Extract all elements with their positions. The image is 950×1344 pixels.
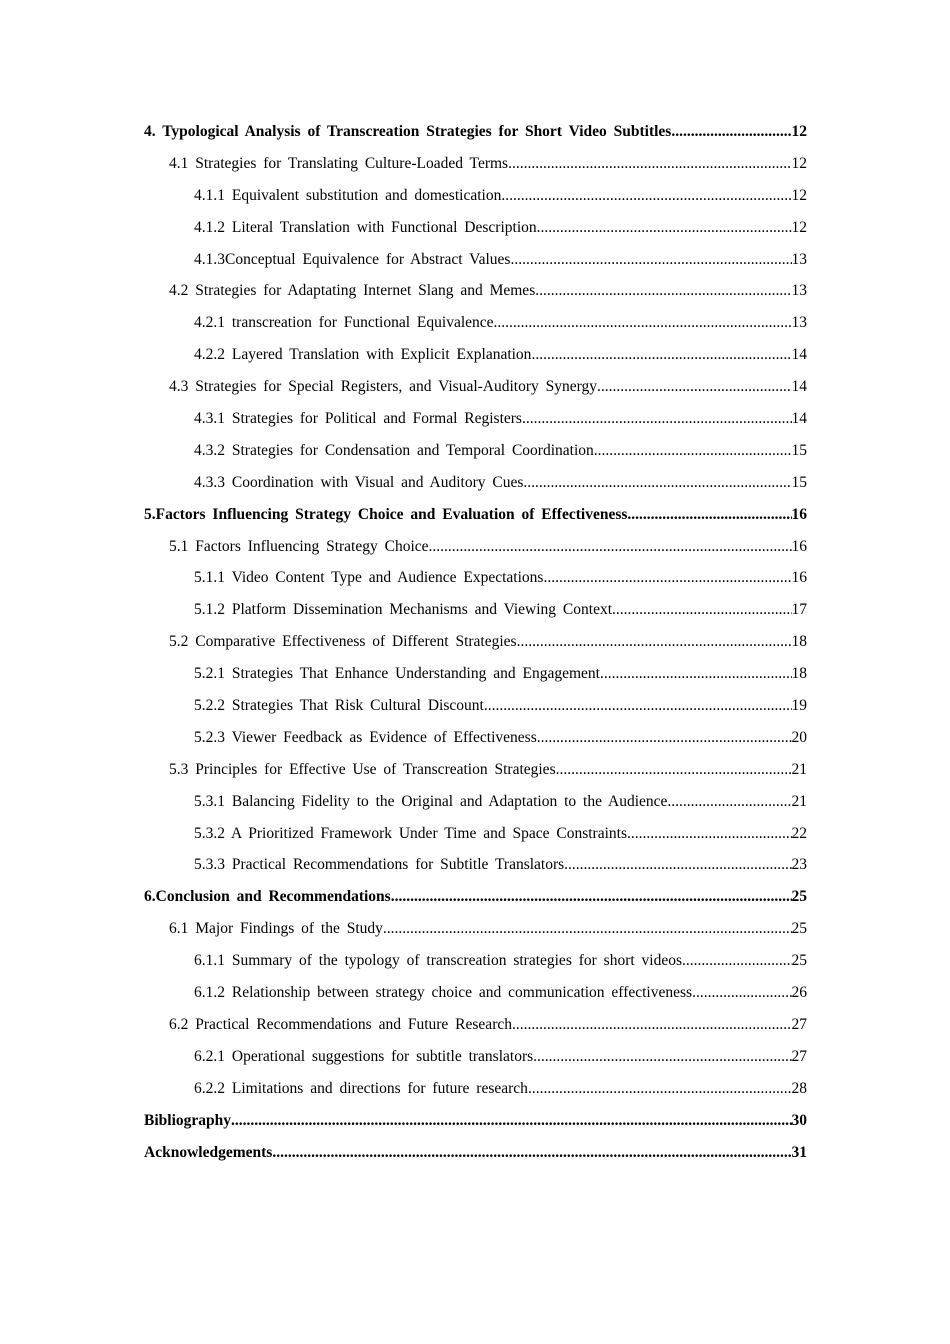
toc-entry-page-number: 13 [791, 250, 807, 268]
toc-entry[interactable] [144, 116, 807, 148]
toc-entry[interactable] [144, 467, 807, 499]
toc-entry[interactable] [144, 148, 807, 180]
toc-entry[interactable] [144, 307, 807, 339]
toc-entry[interactable] [144, 626, 807, 658]
toc-dot-leader [535, 275, 791, 307]
toc-entry[interactable] [144, 658, 807, 690]
toc-entry[interactable] [144, 881, 807, 913]
toc-entry[interactable] [144, 531, 807, 563]
toc-dot-leader [594, 435, 792, 467]
toc-entry[interactable] [144, 403, 807, 435]
toc-entry-title: 5.3 Principles for Effective Use of Transcreation Strategies [169, 760, 556, 778]
toc-entry-title: 4. Typological Analysis of Transcreation Strategies for Short Video Subtitles [144, 123, 672, 140]
toc-entry[interactable] [144, 371, 807, 403]
toc-entry-title: 4.1 Strategies for Translating Culture-Loaded Terms [169, 154, 509, 172]
toc-entry-page-number: 26 [791, 984, 807, 1002]
toc-entry-page-number: 19 [791, 697, 807, 715]
toc-entry-title: Bibliography [144, 1111, 231, 1129]
toc-entry-page-number: 23 [791, 856, 807, 874]
toc-dot-leader [272, 1137, 791, 1169]
toc-entry-title: 4.3.2 Strategies for Condensation and Temporal Coordination [194, 441, 594, 459]
table-of-contents [144, 116, 807, 1168]
toc-entry[interactable] [144, 275, 807, 307]
toc-entry-title: 4.1.1 Equivalent substitution and domestication [194, 186, 502, 204]
toc-entry-title: 4.3.1 Strategies for Political and Formal Registers [194, 410, 522, 428]
toc-dot-leader [391, 881, 792, 913]
toc-dot-leader [627, 818, 792, 850]
toc-entry-page-number: 17 [791, 601, 807, 619]
toc-entry[interactable] [144, 499, 807, 531]
toc-entry[interactable] [144, 977, 807, 1009]
toc-entry-page-number: 12 [791, 123, 807, 140]
toc-entry-title: 5.1.1 Video Content Type and Audience Expectations [194, 569, 544, 587]
toc-dot-leader [556, 754, 792, 786]
toc-entry-page-number: 28 [791, 1079, 807, 1097]
toc-entry-title: 4.3.3 Coordination with Visual and Auditory Cues [194, 473, 524, 491]
toc-entry-title: 6.2.2 Limitations and directions for future research [194, 1079, 528, 1097]
toc-entry-page-number: 14 [791, 378, 807, 396]
toc-entry-title: 4.1.3Conceptual Equivalence for Abstract Values [194, 250, 511, 268]
toc-dot-leader [537, 212, 792, 244]
toc-entry[interactable] [144, 1041, 807, 1073]
toc-entry-page-number: 22 [791, 824, 807, 842]
toc-dot-leader [612, 594, 791, 626]
toc-entry[interactable] [144, 945, 807, 977]
toc-entry-title: 4.2 Strategies for Adaptating Internet Slang and Memes [169, 282, 536, 300]
toc-entry-page-number: 12 [791, 186, 807, 204]
toc-entry[interactable] [144, 754, 807, 786]
toc-entry-title: 5.2.1 Strategies That Enhance Understanding and Engagement [194, 665, 600, 683]
toc-entry-page-number: 27 [791, 1047, 807, 1065]
toc-entry-page-number: 31 [791, 1143, 807, 1161]
toc-entry[interactable] [144, 244, 807, 276]
toc-entry-title: 6.2 Practical Recommendations and Future Research [169, 1015, 512, 1033]
toc-dot-leader [600, 658, 792, 690]
toc-entry-page-number: 14 [791, 410, 807, 428]
toc-entry-page-number: 12 [791, 218, 807, 236]
toc-entry[interactable] [144, 435, 807, 467]
toc-dot-leader [528, 1073, 792, 1105]
toc-entry-title: Acknowledgements [144, 1143, 273, 1161]
toc-entry-title: 5.1.2 Platform Dissemination Mechanisms and Viewing Context [194, 601, 613, 619]
toc-entry[interactable] [144, 1073, 807, 1105]
toc-entry-page-number: 18 [791, 665, 807, 683]
toc-entry[interactable] [144, 1137, 807, 1169]
toc-entry-page-number: 21 [791, 792, 807, 810]
toc-entry[interactable] [144, 690, 807, 722]
toc-entry-page-number: 20 [791, 728, 807, 746]
toc-dot-leader [682, 945, 791, 977]
toc-dot-leader [510, 244, 791, 276]
toc-entry-page-number: 21 [791, 760, 807, 778]
toc-dot-leader [494, 307, 792, 339]
toc-dot-leader [667, 786, 791, 818]
toc-entry-title: 4.1.2 Literal Translation with Functional Description [194, 218, 537, 236]
toc-entry-page-number: 30 [791, 1111, 807, 1129]
toc-dot-leader [522, 403, 792, 435]
toc-dot-leader [429, 531, 792, 563]
toc-entry-title: 6.2.1 Operational suggestions for subtitle translators [194, 1047, 534, 1065]
toc-entry-page-number: 14 [791, 346, 807, 364]
toc-dot-leader [692, 977, 791, 1009]
toc-entry-title: 6.1.1 Summary of the typology of transcreation strategies for short videos [194, 952, 683, 970]
toc-dot-leader [543, 562, 791, 594]
toc-entry-page-number: 16 [791, 505, 807, 523]
toc-entry[interactable] [144, 1009, 807, 1041]
toc-entry-title: 4.2.1 transcreation for Functional Equivalence [194, 314, 494, 332]
toc-entry[interactable] [144, 339, 807, 371]
toc-dot-leader [671, 116, 791, 148]
toc-entry-title: 5.2.2 Strategies That Risk Cultural Discount [194, 697, 484, 715]
toc-entry[interactable] [144, 212, 807, 244]
toc-entry-title: 5.3.3 Practical Recommendations for Subtitle Translators [194, 856, 565, 874]
toc-dot-leader [597, 371, 791, 403]
toc-dot-leader [512, 1009, 792, 1041]
toc-entry[interactable] [144, 180, 807, 212]
toc-entry-title: 4.2.2 Layered Translation with Explicit Explanation [194, 346, 532, 364]
toc-entry[interactable] [144, 722, 807, 754]
toc-dot-leader [564, 849, 791, 881]
toc-entry-page-number: 15 [791, 441, 807, 459]
toc-entry[interactable] [144, 562, 807, 594]
toc-entry-page-number: 13 [791, 314, 807, 332]
toc-entry-page-number: 18 [791, 633, 807, 651]
toc-entry-title: 5.2 Comparative Effectiveness of Different Strategies [169, 633, 517, 651]
toc-dot-leader [517, 626, 792, 658]
toc-entry-title: 5.2.3 Viewer Feedback as Evidence of Effectiveness [194, 728, 537, 746]
toc-entry-title: 5.3.2 A Prioritized Framework Under Time and Space Constraints [194, 824, 627, 842]
toc-dot-leader [523, 467, 791, 499]
toc-entry-page-number: 12 [791, 154, 807, 172]
toc-dot-leader [484, 690, 792, 722]
toc-entry-title: 4.3 Strategies for Special Registers, and Visual-Auditory Synergy [169, 378, 598, 396]
toc-entry-title: 5.1 Factors Influencing Strategy Choice [169, 537, 429, 555]
toc-entry-page-number: 25 [791, 888, 807, 906]
toc-dot-leader [627, 499, 791, 531]
toc-entry[interactable] [144, 1105, 807, 1137]
toc-entry-page-number: 27 [791, 1015, 807, 1033]
toc-entry[interactable] [144, 818, 807, 850]
toc-entry-page-number: 25 [791, 952, 807, 970]
toc-dot-leader [231, 1105, 792, 1137]
toc-dot-leader [533, 1041, 791, 1073]
toc-entry-title: 6.1 Major Findings of the Study [169, 920, 383, 938]
toc-entry-title: 5.Factors Influencing Strategy Choice and Evaluation of Effectiveness [144, 505, 628, 523]
toc-entry[interactable] [144, 849, 807, 881]
toc-entry-title: 5.3.1 Balancing Fidelity to the Original and Adaptation to the Audience [194, 792, 668, 810]
toc-entry-page-number: 16 [791, 569, 807, 587]
toc-dot-leader [508, 148, 791, 180]
toc-dot-leader [531, 339, 791, 371]
toc-dot-leader [383, 913, 792, 945]
toc-entry-title: 6.1.2 Relationship between strategy choice and communication effectiveness [194, 984, 693, 1002]
toc-entry[interactable] [144, 913, 807, 945]
toc-dot-leader [537, 722, 792, 754]
toc-entry-title: 6.Conclusion and Recommendations [144, 888, 391, 906]
toc-entry-page-number: 25 [791, 920, 807, 938]
toc-entry-page-number: 13 [791, 282, 807, 300]
toc-dot-leader [501, 180, 791, 212]
toc-entry[interactable] [144, 786, 807, 818]
toc-entry-page-number: 16 [791, 537, 807, 555]
toc-entry-page-number: 15 [791, 473, 807, 491]
toc-entry[interactable] [144, 594, 807, 626]
